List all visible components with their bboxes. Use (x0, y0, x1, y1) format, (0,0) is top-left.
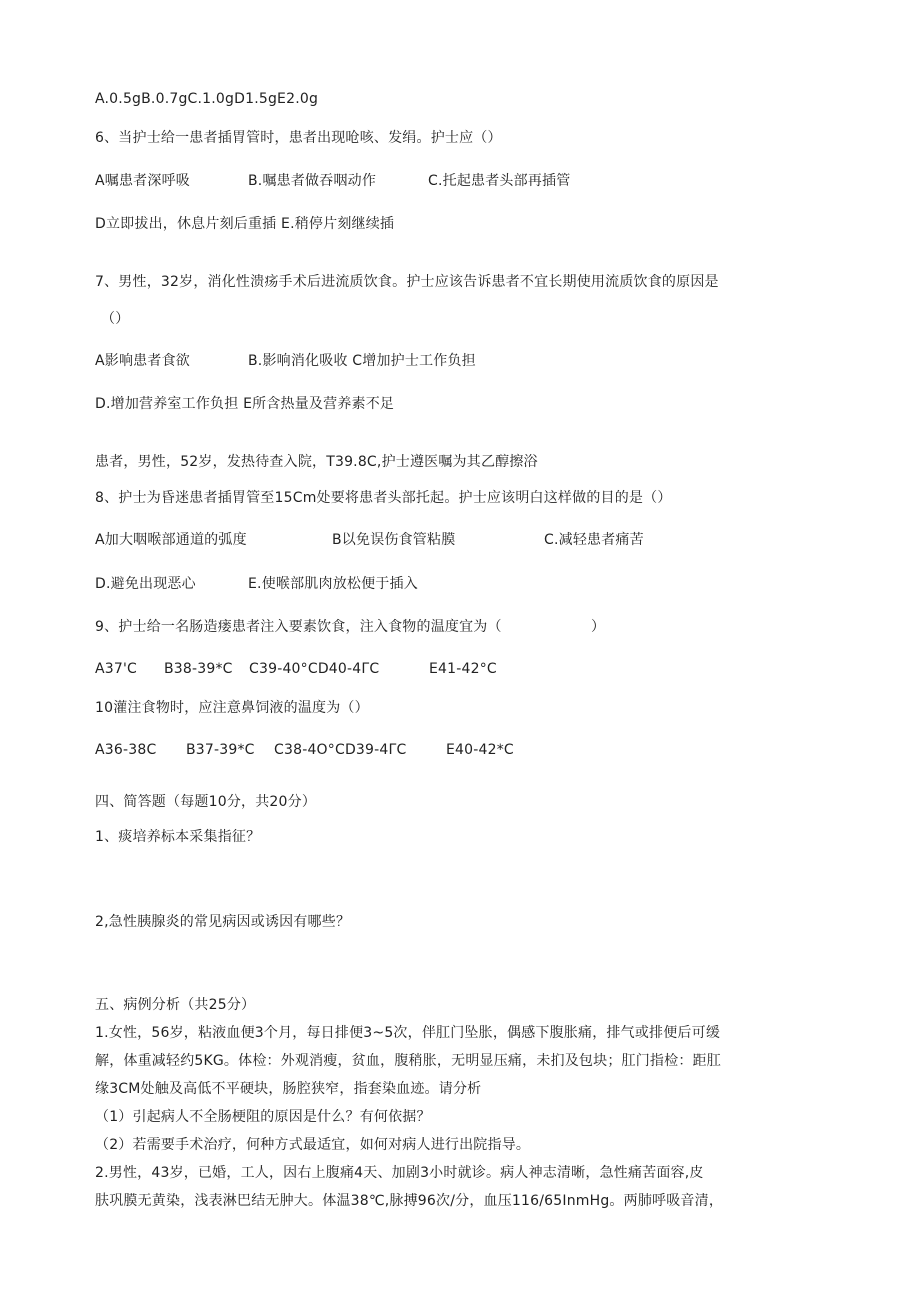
q8-option-c: C.减轻患者痛苦 (544, 532, 644, 548)
q7-options-de: D.增加营养室工作负担 E所含热量及营养素不足 (95, 396, 395, 412)
q9-stem-close: ） (591, 619, 606, 635)
section-4-question-2: 2,急性胰腺炎的常见病因或诱因有哪些？ (95, 914, 351, 930)
case-2-line-1: 2.男性，43岁，已婚，工人，因右上腹痛4天、加剧3小时就诊。病人神志清晰，急性痛苦面容,皮 (95, 1165, 704, 1181)
q6-option-a: A嘱患者深呼吸 (95, 173, 190, 189)
q6-option-c: C.托起患者头部再插管 (428, 173, 571, 189)
section-5-heading: 五、病例分析（共25分） (95, 997, 256, 1013)
q8-stem: 8、护士为昏迷患者插胃管至15Cm处要将患者头部托起。护士应该明白这样做的目的是（） (95, 490, 672, 506)
case-stem: 患者，男性，52岁，发热待查入院，T39.8C,护士遵医嘱为其乙醇擦浴 (95, 454, 538, 470)
q6-option-b: B.嘱患者做吞咽动作 (248, 173, 377, 189)
q7-option-a: A影响患者食欲 (95, 353, 190, 369)
case-1-line-2: 解，体重减轻约5KG。体检：外观消瘦，贫血，腹稍胀，无明显压痛，未扪及包块；肛门指检：距肛 (95, 1053, 721, 1069)
q10-option-e: E40-42*C (446, 742, 514, 758)
q9-option-a: A37'C (95, 661, 138, 677)
q7-options-bc: B.影响消化吸收 C增加护士工作负担 (248, 353, 476, 369)
q8-option-e: E.使喉部肌肉放松便于插入 (248, 576, 418, 592)
case-1-question-2: （2）若需要手术治疗，何种方式最适宜，如何对病人进行出院指导。 (95, 1137, 531, 1153)
q7-stem: 7、男性，32岁，消化性溃疡手术后进流质饮食。护士应该告诉患者不宜长期使用流质饮食的原因是 (95, 274, 719, 290)
q10-option-a: A36-38C (95, 742, 157, 758)
q8-option-b: B以免误伤食管粘膜 (332, 532, 456, 548)
case-1-line-3: 缘3CM处触及高低不平硬块，肠腔狭窄，指套染血迹。请分析 (95, 1081, 482, 1097)
case-1-question-1: （1）引起病人不全肠梗阻的原因是什么？有何依据？ (95, 1109, 431, 1125)
q8-option-d: D.避免出现恶心 (95, 576, 196, 592)
q9-stem: 9、护士给一名肠造瘘患者注入要素饮食，注入食物的温度宜为（ (95, 619, 502, 635)
case-1-line-1: 1.女性，56岁，粘液血便3个月，每日排便3~5次，伴肛门坠胀，偶感下腹胀痛，排气或排便后可缓 (95, 1025, 721, 1041)
q9-option-e: E41-42°C (429, 661, 497, 677)
q6-options-de: D立即拔出，休息片刻后重插 E.稍停片刻继续插 (95, 216, 395, 232)
section-4-heading: 四、简答题（每题10分，共20分） (95, 794, 317, 810)
q6-stem: 6、当护士给一患者插胃管时，患者出现呛咳、发绢。护士应（） (95, 130, 502, 146)
q10-stem: 10灌注食物时，应注意鼻饲液的温度为（） (95, 700, 369, 716)
q5-options: A.0.5gB.0.7gC.1.0gD1.5gE2.0g (95, 91, 319, 107)
case-2-line-2: 肤巩膜无黄染，浅表淋巴结无肿大。体温38℃,脉搏96次/分，血压116/65InmHg。两肺呼吸音清， (95, 1193, 724, 1209)
q8-option-a: A加大咽喉部通道的弧度 (95, 532, 247, 548)
q9-options-cd: C39-40°CD40-4ΓC (249, 661, 380, 677)
q10-options-cd: C38-4O°CD39-4ΓC (274, 742, 407, 758)
section-4-question-1: 1、痰培养标本采集指征？ (95, 829, 261, 845)
q10-option-b: B37-39*C (186, 742, 255, 758)
q7-stem-blank: （） (101, 311, 130, 327)
q9-option-b: B38-39*C (164, 661, 233, 677)
